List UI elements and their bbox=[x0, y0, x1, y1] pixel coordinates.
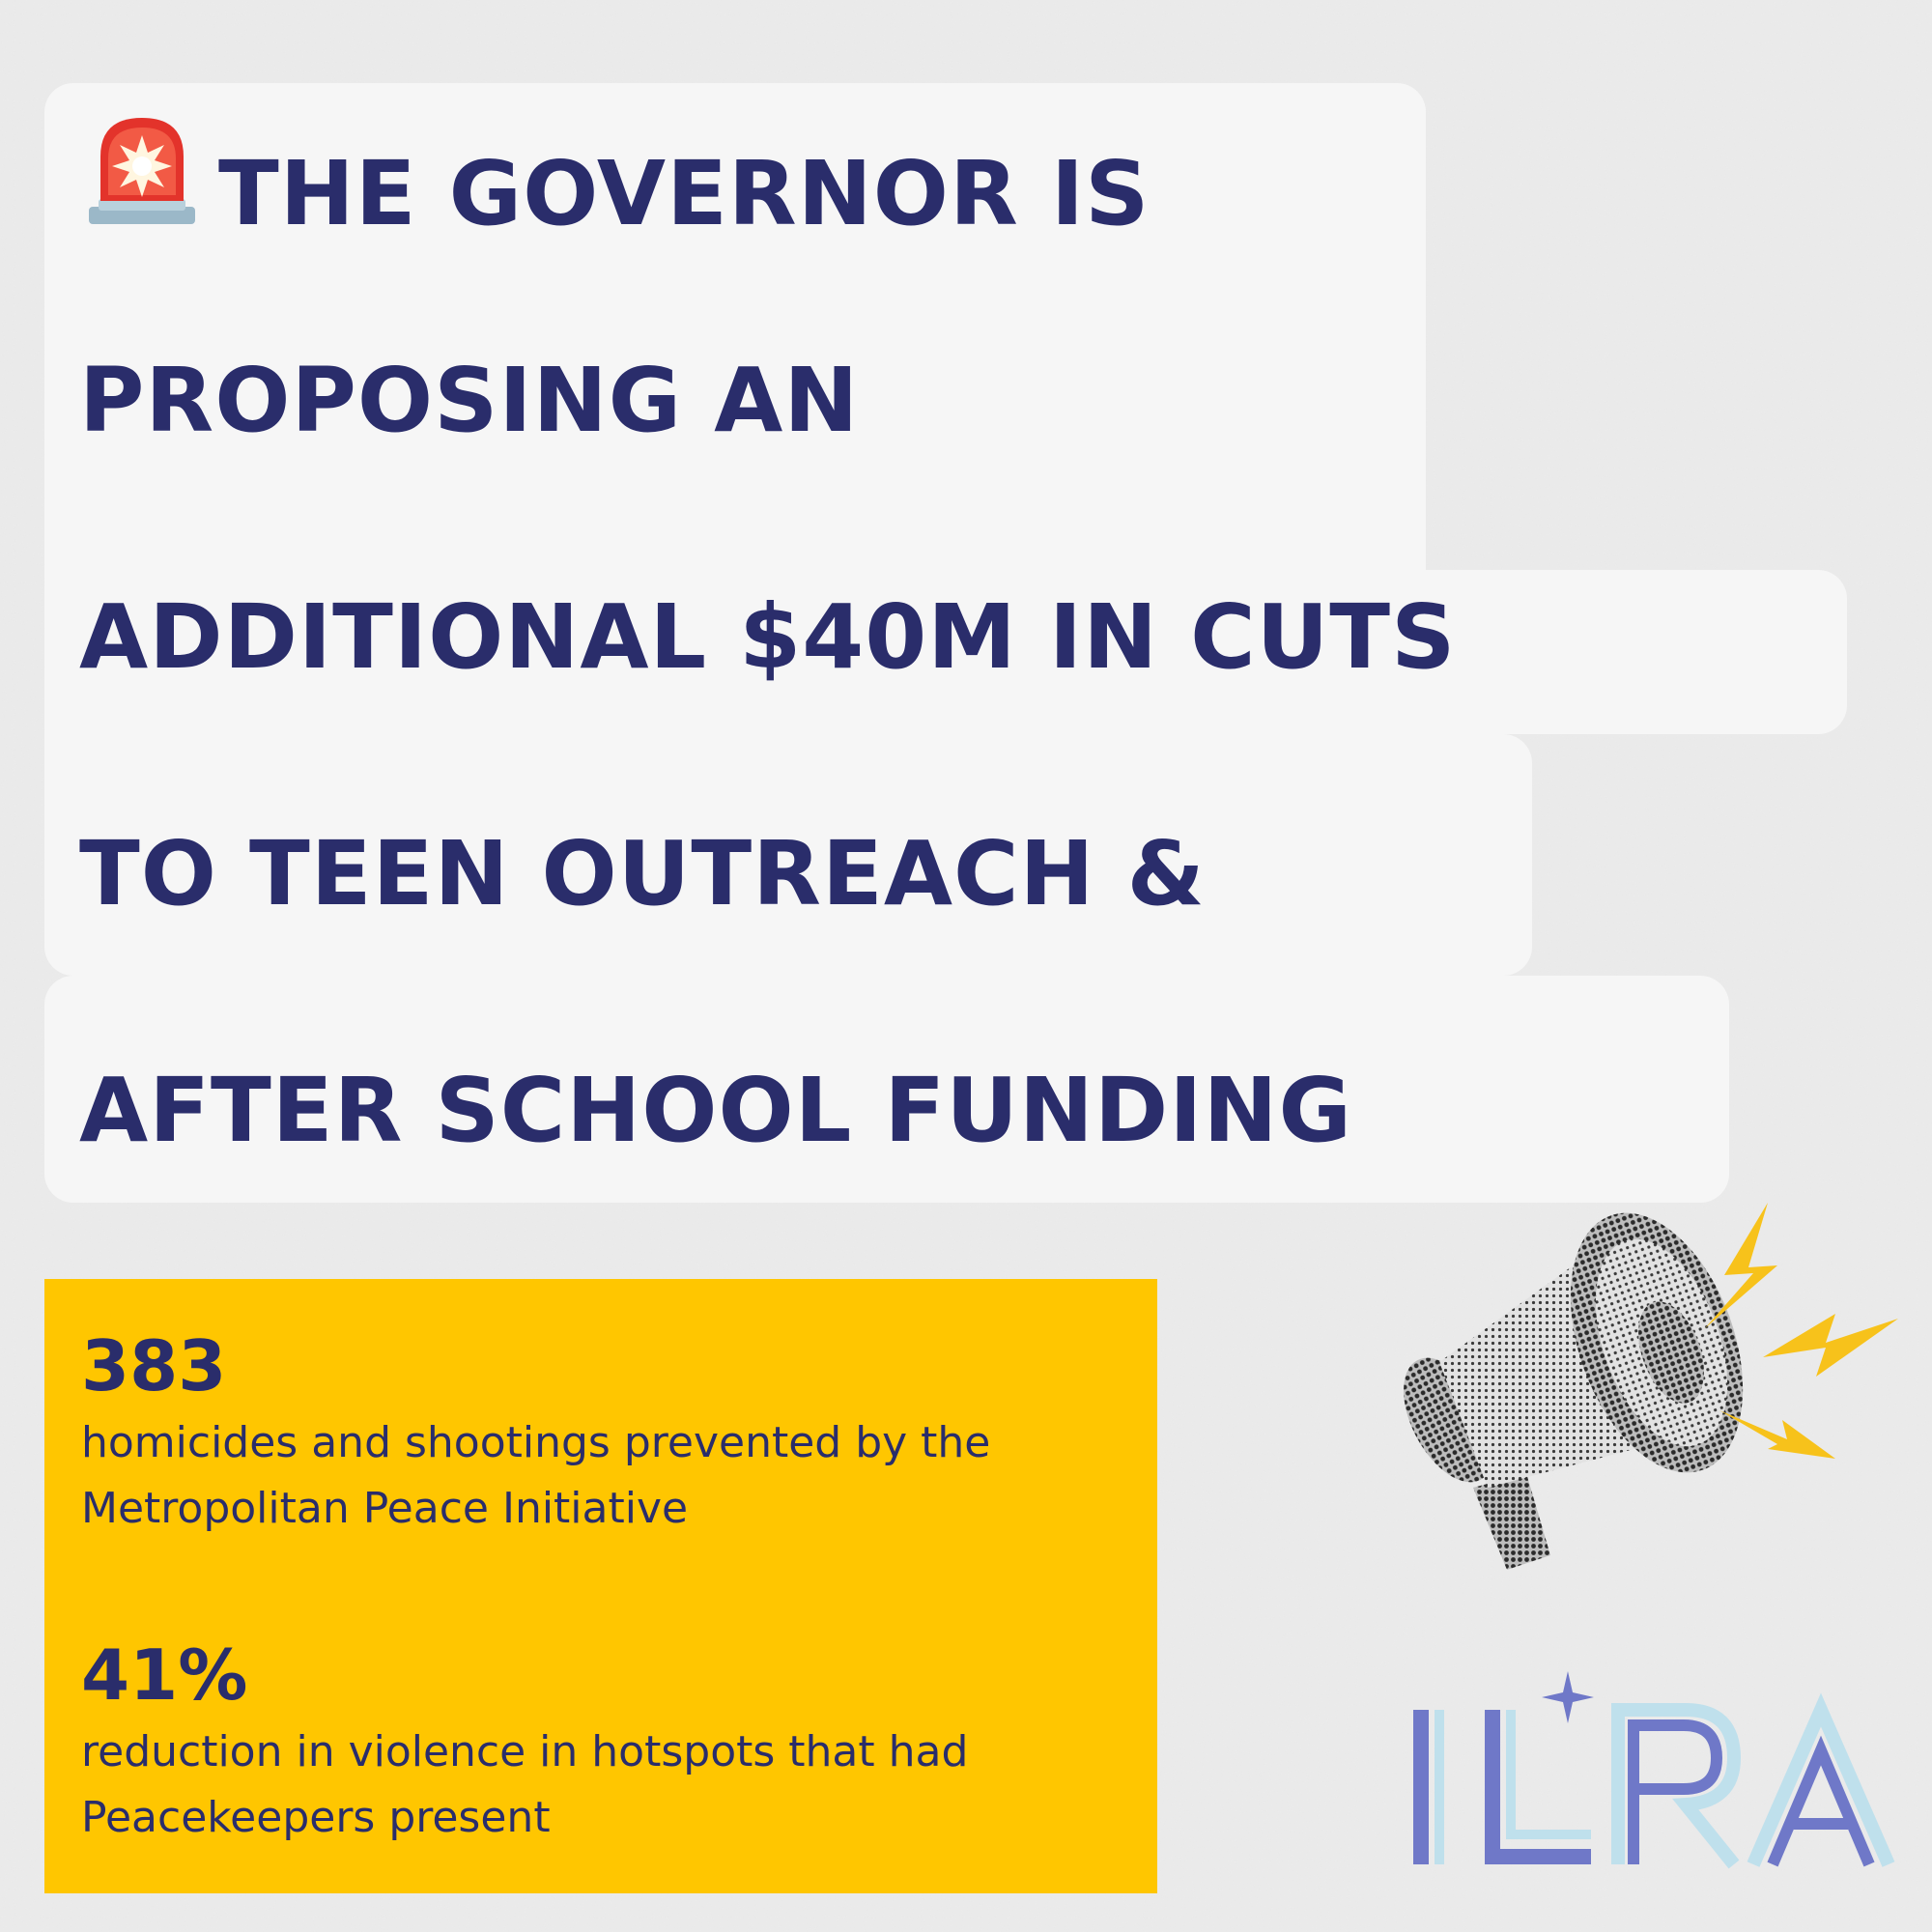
headline-line-1 bbox=[79, 106, 1150, 247]
headline-line-2: PROPOSING AN bbox=[79, 349, 860, 452]
stat-description-reduction: reduction in violence in hotspots that had Peacekeepers present bbox=[81, 1727, 969, 1842]
headline-line-3: ADDITIONAL $40M IN CUTS bbox=[79, 585, 1457, 689]
megaphone-icon bbox=[1381, 1198, 1903, 1584]
headline-line-1-text: THE GOVERNOR IS bbox=[218, 142, 1151, 245]
headline-line-4: TO TEEN OUTREACH & bbox=[79, 822, 1206, 925]
ilra-logo bbox=[1406, 1671, 1908, 1884]
siren-icon bbox=[79, 106, 205, 232]
stat-value-homicides: 383 bbox=[81, 1325, 227, 1406]
stat-value-reduction: 41% bbox=[81, 1634, 248, 1716]
stat-description-homicides: homicides and shootings prevented by the Metropolitan Peace Initiative bbox=[81, 1418, 991, 1533]
stats-box bbox=[44, 1279, 1157, 1893]
headline-line-5: AFTER SCHOOL FUNDING bbox=[79, 1059, 1353, 1162]
